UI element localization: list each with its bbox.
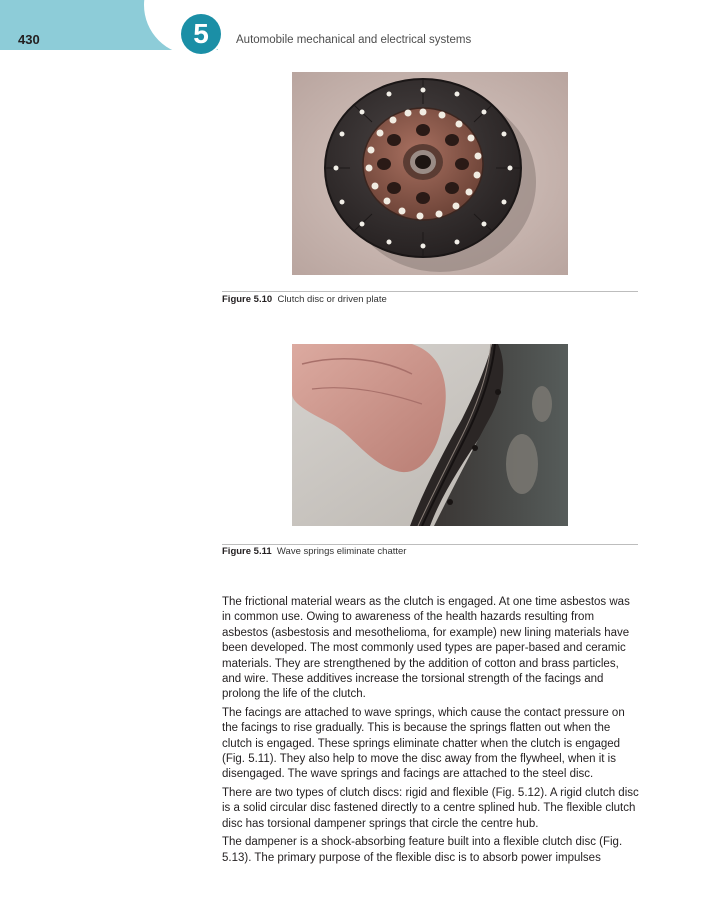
body-text <box>222 595 640 869</box>
figure-clutch-disc-photo <box>292 72 568 275</box>
figure-wave-springs-photo <box>292 344 568 526</box>
page-number: 430 <box>18 32 40 47</box>
paragraph: There are two types of clutch discs: rigid and flexible (Fig. 5.12). A rigid clutch disc is a solid circular disc fastened directly to a centre splined hub. The flexible clutch disc has torsional dampener springs that circle the centre hub. <box>222 786 639 830</box>
chapter-number-badge: 5 <box>181 14 221 54</box>
running-title: Automobile mechanical and electrical systems <box>236 34 472 46</box>
figure-caption-text: Clutch disc or driven plate <box>277 294 387 305</box>
paragraph: The frictional material wears as the clutch is engaged. At one time asbestos was in common use. Owing to awareness of the health hazards resulting from asbestos (asbestosis and mesothelioma, for example) new lining materials have been developed. The most commonly used types are paper-based and ceramic materials. They are strengthened by the addition of cotton and brass particles, and wire. These additives increase the torsional strength of the facings and prolong the life of the clutch. <box>222 596 630 701</box>
figure-caption <box>222 546 406 557</box>
paragraph: The dampener is a shock-absorbing feature built into a flexible clutch disc (Fig. 5.13). The primary purpose of the flexible disc is to absorb power impulses <box>222 836 623 864</box>
figure-caption-text: Wave springs eliminate chatter <box>276 546 407 557</box>
wave-springs-illustration <box>292 344 568 526</box>
figure-rule <box>222 544 638 545</box>
figure-rule <box>222 291 638 292</box>
paragraph: The facings are attached to wave springs, which cause the contact pressure on the facings to rise gradually. This is because the springs flatten out when the clutch is engaged. These springs eliminate chatter when the clutch is engaged (Fig. 5.11). They also help to move the disc away from the flywheel, when it is disengaged. The wave springs and facings are attached to the steel disc. <box>222 706 625 781</box>
clutch-disc-illustration <box>292 72 568 275</box>
figure-label: Figure 5.10 <box>222 294 273 305</box>
figure-label: Figure 5.11 <box>222 546 272 557</box>
figure-caption <box>222 294 387 305</box>
